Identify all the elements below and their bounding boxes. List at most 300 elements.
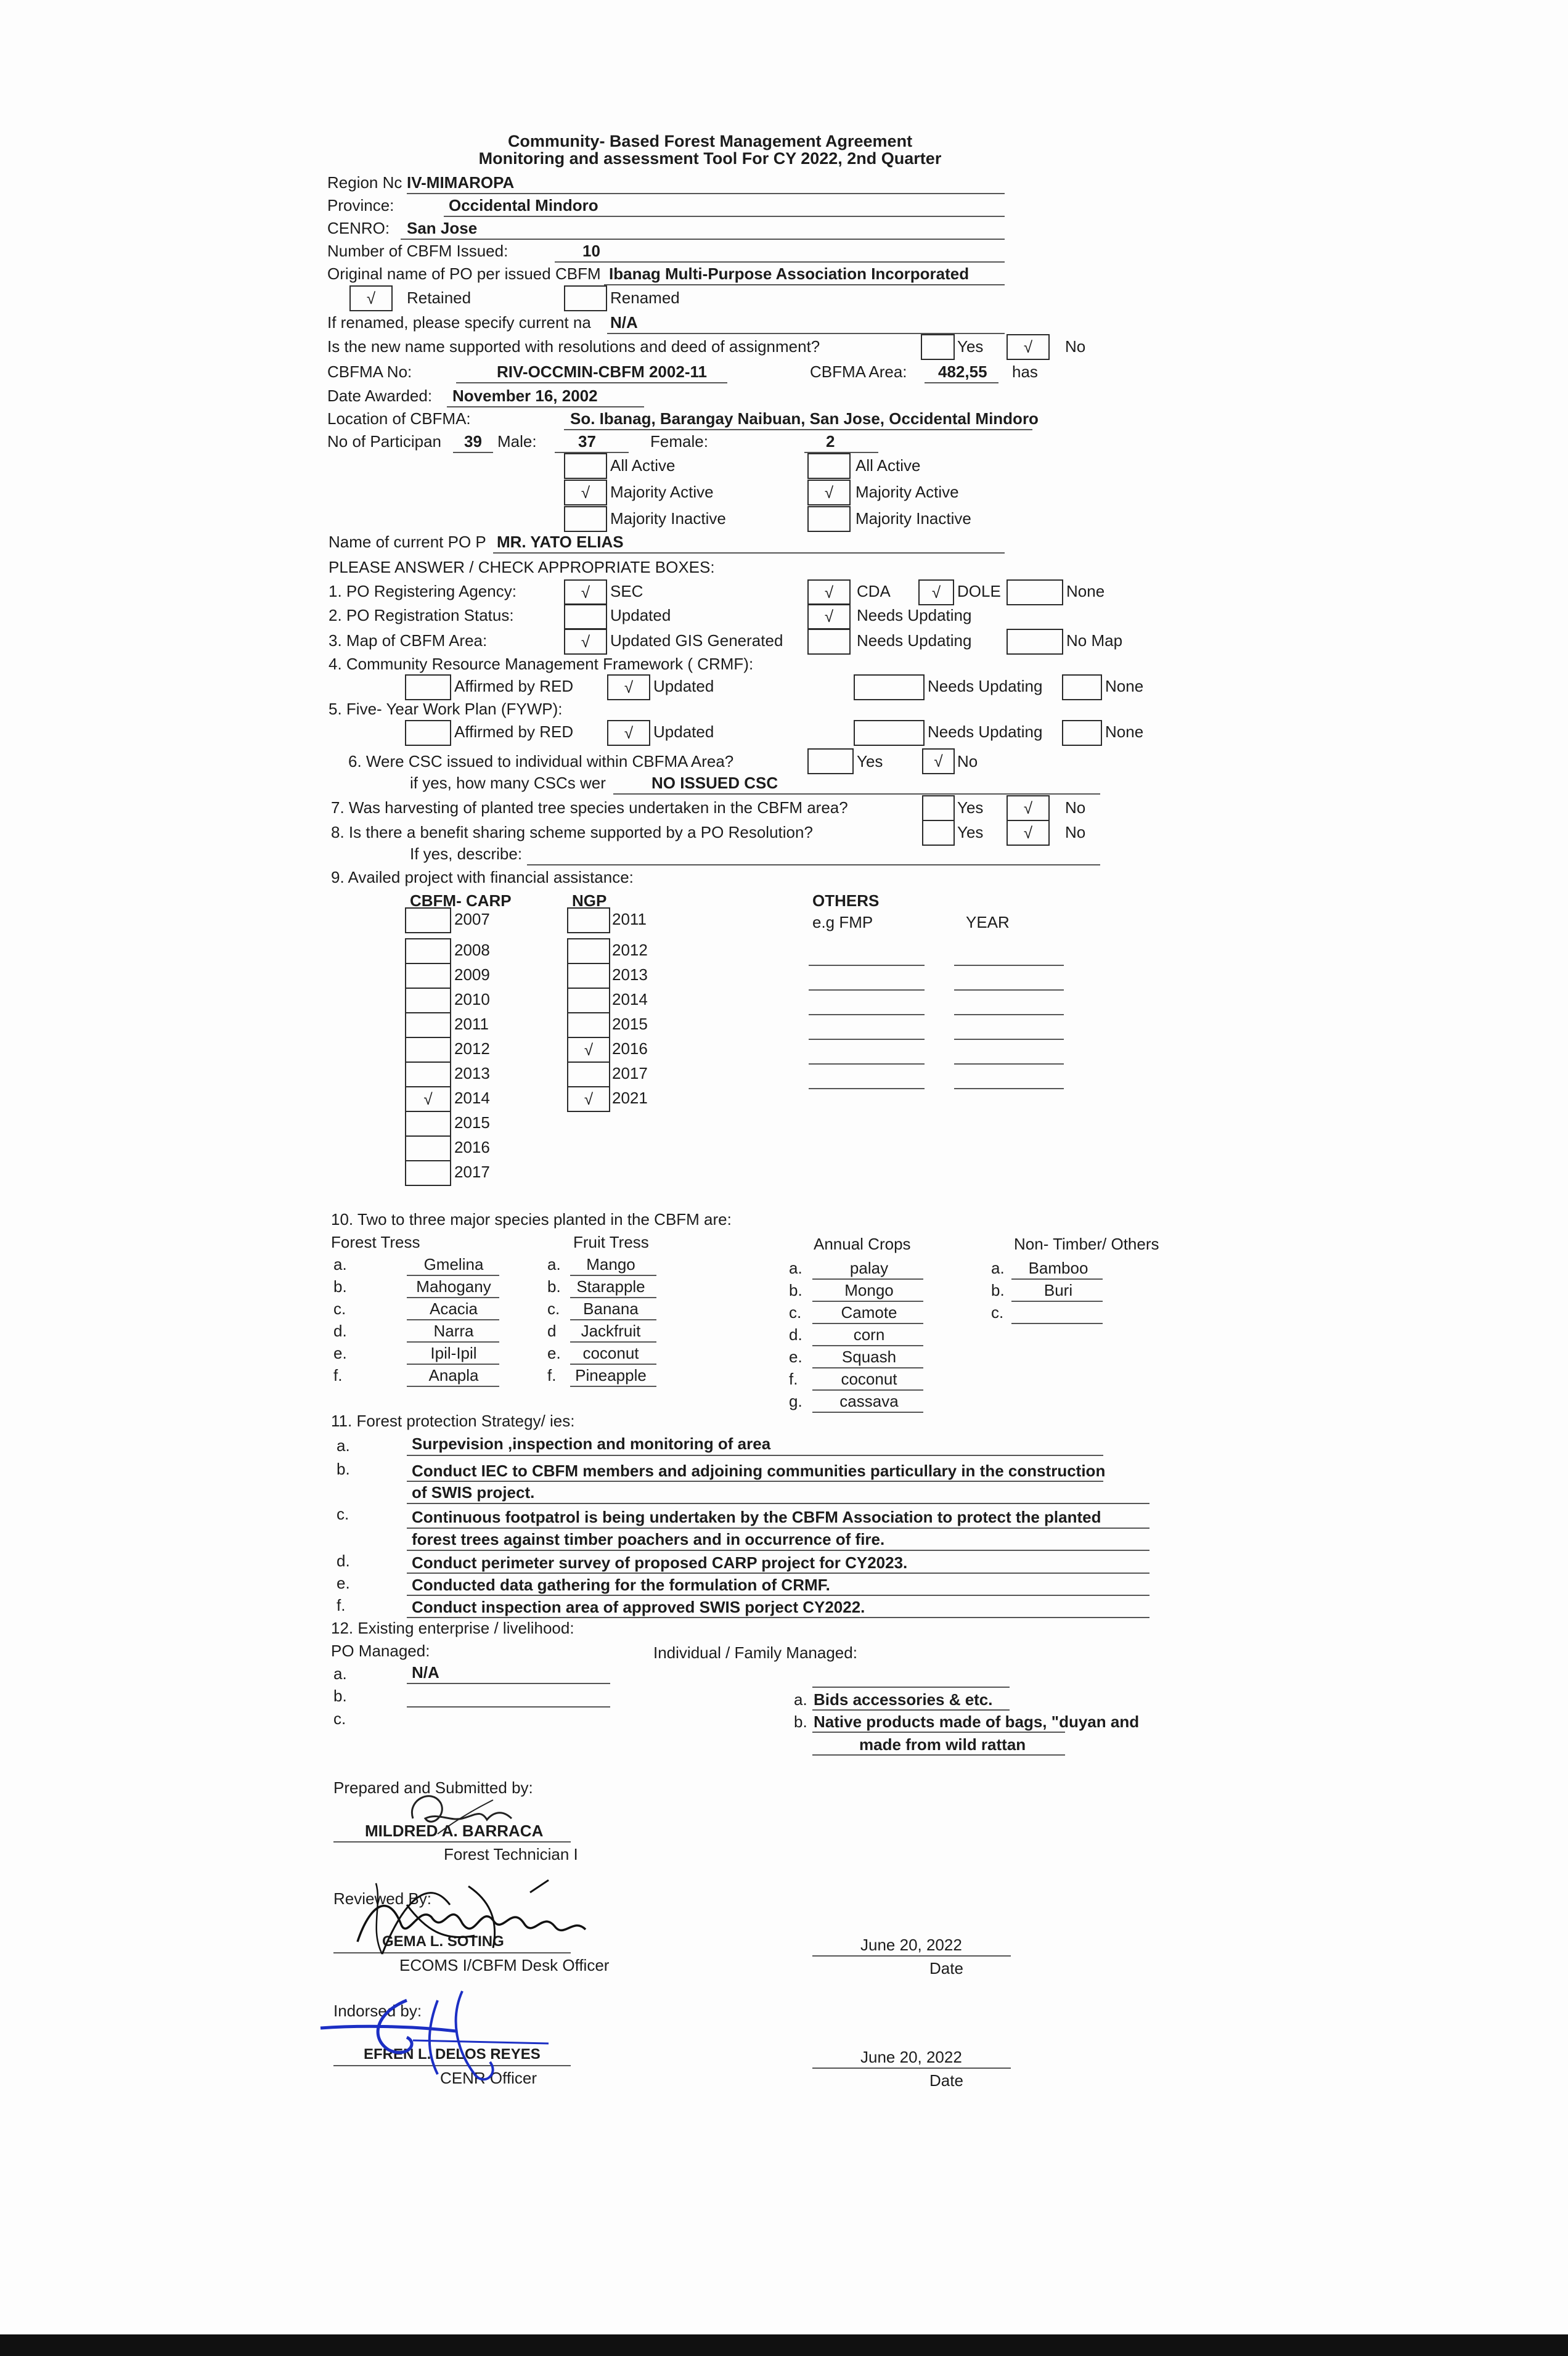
- annual-crops-header: Annual Crops: [814, 1235, 911, 1253]
- cenro-line: [401, 239, 1005, 240]
- date-awarded-line: [447, 406, 644, 407]
- q8-no-label: No: [1065, 823, 1086, 841]
- male-majority-active-checkbox[interactable]: √: [564, 480, 607, 505]
- annual-crop-line: [812, 1345, 923, 1346]
- q2-updated-checkbox[interactable]: [564, 603, 607, 629]
- year-blank-line: [954, 965, 1064, 966]
- strategy-letter: d.: [337, 1552, 350, 1570]
- non-timber-item: Buri: [1043, 1281, 1073, 1299]
- po-president-label: Name of current PO P: [329, 533, 486, 551]
- strategy-line: [407, 1481, 1103, 1482]
- q6-sub-line: [613, 793, 1100, 795]
- ngp-year-label: 2021: [612, 1089, 648, 1107]
- indorsed-signature-icon: [314, 1982, 561, 2087]
- q5-label: 5. Five- Year Work Plan (FYWP):: [329, 700, 563, 718]
- carp-year-checkbox[interactable]: [405, 1037, 451, 1063]
- q5-affirmed-label: Affirmed by RED: [454, 722, 574, 741]
- po-president-value: MR. YATO ELIAS: [497, 533, 624, 551]
- carp-year-label: 2011: [454, 1015, 489, 1033]
- carp-year-label: 2017: [454, 1163, 490, 1181]
- reviewed-label: Reviewed By:: [333, 1889, 431, 1908]
- carp-year-label: 2007: [454, 910, 490, 928]
- non-timber-header: Non- Timber/ Others: [1014, 1235, 1159, 1253]
- q8-sub-label: If yes, describe:: [410, 845, 523, 863]
- fruit-tree-letter: e.: [547, 1344, 561, 1362]
- q8-sub-line: [527, 864, 1100, 865]
- indorse-date-line: [812, 2068, 1011, 2069]
- forest-tree-item: Gmelina: [423, 1255, 484, 1274]
- number-line: [555, 261, 1005, 263]
- strategy-e: Conducted data gathering for the formulation of CRMF.: [412, 1576, 830, 1594]
- annual-crop-letter: a.: [789, 1259, 802, 1277]
- female-majority-active-checkbox[interactable]: √: [807, 480, 851, 505]
- female-majority-inactive-label: Majority Inactive: [855, 509, 971, 528]
- fruit-tree-line: [570, 1297, 656, 1298]
- annual-crop-letter: d.: [789, 1325, 802, 1344]
- original-name-value: Ibanag Multi-Purpose Association Incorporated: [609, 264, 970, 283]
- ngp-year-label: 2012: [612, 941, 648, 959]
- region-label: Region Nc: [327, 173, 402, 192]
- male-value: 37: [578, 432, 596, 451]
- q3-label: 3. Map of CBFM Area:: [329, 631, 488, 650]
- cbfma-area-line: [925, 382, 998, 383]
- forest-tree-letter: c.: [333, 1299, 346, 1318]
- individual-managed-label: Individual / Family Managed:: [653, 1643, 857, 1662]
- non-timber-line: [1011, 1278, 1103, 1280]
- retained-label: Retained: [407, 288, 472, 307]
- strategy-letter: e.: [337, 1574, 350, 1592]
- strategy-line: [407, 1503, 1149, 1504]
- fruit-tree-line: [570, 1319, 656, 1320]
- q7-yes-label: Yes: [957, 798, 984, 817]
- new-name-question: Is the new name supported with resolutions and deed of assignment?: [327, 337, 820, 356]
- scan-edge: [0, 2334, 1568, 2356]
- original-name-label: Original name of PO per issued CBFM: [327, 264, 601, 283]
- reviewed-name: GEMA L. SOTING: [382, 1933, 504, 1950]
- others-blank-line: [809, 989, 925, 991]
- prepared-label: Prepared and Submitted by:: [333, 1778, 533, 1797]
- carp-year-checkbox[interactable]: [405, 1012, 451, 1038]
- individual-a: Bids accessories & etc.: [814, 1690, 993, 1709]
- carp-year-checkbox[interactable]: [405, 1111, 451, 1137]
- strategy-line: [407, 1617, 1149, 1618]
- reviewed-signature-icon: [345, 1868, 604, 1973]
- q2-label: 2. PO Registration Status:: [329, 606, 514, 624]
- year-blank-line: [954, 1088, 1064, 1089]
- q1-none-label: None: [1066, 582, 1105, 600]
- q7-no-checkbox[interactable]: √: [1007, 795, 1050, 821]
- q3-gis-checkbox[interactable]: √: [564, 629, 607, 655]
- q2-needs-updating-label: Needs Updating: [857, 606, 972, 624]
- number-value: 10: [582, 242, 600, 260]
- fruit-tree-item: Banana: [583, 1299, 639, 1318]
- annual-crop-letter: c.: [789, 1303, 802, 1322]
- individual-b1: Native products made of bags, "duyan and: [814, 1712, 1140, 1731]
- date-awarded-label: Date Awarded:: [327, 387, 433, 405]
- fruit-tree-item: Mango: [586, 1255, 635, 1274]
- indorse-date-label: Date: [929, 2071, 963, 2090]
- individual-line: [812, 1687, 1010, 1688]
- forest-tree-letter: e.: [333, 1344, 347, 1362]
- male-majority-active-label: Majority Active: [610, 483, 714, 501]
- annual-crop-item: palay: [849, 1259, 889, 1277]
- fruit-tree-item: coconut: [582, 1344, 639, 1362]
- non-timber-line: [1011, 1323, 1103, 1324]
- carp-year-label: 2014: [454, 1089, 490, 1107]
- forest-tree-line: [407, 1319, 499, 1320]
- strategy-a: Surpevision ,inspection and monitoring of area: [412, 1434, 771, 1453]
- new-name-yes-label: Yes: [957, 337, 984, 356]
- fruit-trees-header: Fruit Tress: [573, 1233, 649, 1251]
- carp-year-checkbox[interactable]: [405, 988, 451, 1013]
- q3-gis-label: Updated GIS Generated: [610, 631, 783, 650]
- forest-tree-item: Acacia: [429, 1299, 478, 1318]
- po-managed-line: [407, 1706, 610, 1708]
- fruit-tree-line: [570, 1341, 656, 1343]
- review-date-line: [812, 1955, 1011, 1957]
- strategy-letter: c.: [337, 1505, 349, 1523]
- forest-tree-item: Ipil-Ipil: [430, 1344, 477, 1362]
- non-timber-letter: c.: [991, 1303, 1004, 1322]
- q11-label: 11. Forest protection Strategy/ ies:: [331, 1412, 575, 1430]
- others-blank-line: [809, 1014, 925, 1015]
- strategy-line: [407, 1528, 1149, 1529]
- indorse-date: June 20, 2022: [860, 2048, 962, 2066]
- others-blank-line: [809, 1039, 925, 1040]
- q4-updated-checkbox[interactable]: √: [607, 674, 650, 700]
- annual-crop-letter: e.: [789, 1348, 802, 1366]
- annual-crop-item: Squash: [841, 1348, 897, 1366]
- po-managed-label: PO Managed:: [331, 1642, 430, 1660]
- forest-tree-line: [407, 1386, 499, 1387]
- female-majority-inactive-checkbox[interactable]: [807, 506, 851, 532]
- q4-affirmed-label: Affirmed by RED: [454, 677, 574, 695]
- annual-crop-item: Camote: [841, 1303, 897, 1322]
- carp-year-label: 2010: [454, 990, 490, 1008]
- ngp-year-label: 2013: [612, 965, 648, 984]
- q1-label: 1. PO Registering Agency:: [329, 582, 517, 600]
- fruit-tree-letter: b.: [547, 1277, 561, 1296]
- q6-no-checkbox[interactable]: √: [922, 748, 955, 774]
- ngp-year-checkbox[interactable]: [567, 963, 610, 989]
- po-managed-line: [407, 1683, 610, 1684]
- others-blank-line: [809, 965, 925, 966]
- q1-sec-label: SEC: [610, 582, 643, 600]
- strategy-line: [407, 1455, 1103, 1456]
- q5-none-checkbox[interactable]: [1062, 720, 1102, 746]
- annual-crop-item: coconut: [841, 1370, 897, 1388]
- q4-updated-label: Updated: [653, 677, 714, 695]
- review-date-label: Date: [929, 1959, 963, 1978]
- strategy-letter: b.: [337, 1460, 350, 1478]
- ngp-year-checkbox[interactable]: [567, 938, 610, 964]
- indorsed-label: Indorsed by:: [333, 2002, 422, 2020]
- strategy-c1: Continuous footpatrol is being undertaken by the CBFM Association to protect the planted: [412, 1508, 1101, 1526]
- renamed-checkbox[interactable]: [564, 285, 607, 311]
- q3-needs-updating-checkbox[interactable]: [807, 629, 851, 655]
- strategy-c2: forest trees against timber poachers and in occurrence of fire.: [412, 1530, 885, 1548]
- participants-label: No of Participan: [327, 432, 441, 451]
- document-subtitle: Monitoring and assessment Tool For CY 2022, 2nd Quarter: [478, 149, 942, 168]
- fruit-tree-item: Starapple: [576, 1277, 645, 1296]
- fruit-tree-item: Jackfruit: [581, 1322, 641, 1340]
- q6-sub-value: NO ISSUED CSC: [651, 774, 778, 792]
- forest-tree-line: [407, 1275, 499, 1276]
- q1-dole-label: DOLE: [957, 582, 1001, 600]
- carp-header: CBFM- CARP: [410, 891, 512, 910]
- carp-year-checkbox[interactable]: [405, 1160, 451, 1186]
- participants-line: [453, 452, 493, 453]
- fruit-tree-line: [570, 1386, 656, 1387]
- indorsed-name: EFREN L. DELOS REYES: [364, 2046, 541, 2063]
- forest-tree-line: [407, 1297, 499, 1298]
- annual-crop-item: cassava: [839, 1392, 899, 1410]
- individual-letter-a: a.: [794, 1690, 807, 1709]
- q4-label: 4. Community Resource Management Framework ( CRMF):: [329, 655, 754, 673]
- annual-crop-item: corn: [853, 1325, 885, 1344]
- carp-year-label: 2008: [454, 941, 490, 959]
- instructions: PLEASE ANSWER / CHECK APPROPRIATE BOXES:: [329, 558, 715, 576]
- strategy-letter: f.: [337, 1596, 346, 1614]
- strategy-line: [407, 1595, 1149, 1596]
- non-timber-item: Bamboo: [1028, 1259, 1088, 1277]
- individual-line: [812, 1754, 1065, 1756]
- year-blank-line: [954, 1063, 1064, 1065]
- po-managed-a: N/A: [412, 1663, 439, 1682]
- cbfma-no-value: RIV-OCCMIN-CBFM 2002-11: [497, 362, 707, 381]
- female-majority-active-label: Majority Active: [855, 483, 959, 501]
- carp-year-checkbox[interactable]: [405, 963, 451, 989]
- q7-yes-checkbox[interactable]: [922, 795, 955, 821]
- strategy-letter: a.: [337, 1436, 350, 1455]
- q7-label: 7. Was harvesting of planted tree species undertaken in the CBFM area?: [331, 798, 848, 817]
- non-timber-line: [1011, 1301, 1103, 1302]
- ngp-year-checkbox[interactable]: √: [567, 1037, 610, 1063]
- cbfma-area-label: CBFMA Area:: [810, 362, 907, 381]
- strategy-b2: of SWIS project.: [412, 1483, 535, 1502]
- cbfma-area-unit: has: [1012, 362, 1038, 381]
- year-header: YEAR: [966, 913, 1010, 931]
- q4-affirmed-checkbox[interactable]: [405, 674, 451, 700]
- annual-crop-line: [812, 1301, 923, 1302]
- q4-none-label: None: [1105, 677, 1144, 695]
- q1-cda-label: CDA: [857, 582, 891, 600]
- ngp-year-label: 2015: [612, 1015, 648, 1033]
- others-header: OTHERS: [812, 891, 880, 910]
- carp-year-label: 2012: [454, 1039, 490, 1058]
- forest-trees-header: Forest Tress: [331, 1233, 420, 1251]
- q5-needs-updating-checkbox[interactable]: [854, 720, 925, 746]
- forest-tree-item: Narra: [433, 1322, 474, 1340]
- q12-label: 12. Existing enterprise / livelihood:: [331, 1619, 574, 1637]
- fruit-tree-letter: a.: [547, 1255, 561, 1274]
- q4-needs-updating-checkbox[interactable]: [854, 674, 925, 700]
- prepared-title: Forest Technician I: [444, 1845, 578, 1863]
- cenro-value: San Jose: [407, 219, 478, 237]
- others-sub-header: e.g FMP: [812, 913, 873, 931]
- q7-no-label: No: [1065, 798, 1086, 817]
- province-line: [444, 216, 1005, 217]
- ngp-year-label: 2014: [612, 990, 648, 1008]
- ngp-year-checkbox[interactable]: [567, 1012, 610, 1038]
- ngp-year-checkbox[interactable]: [567, 1061, 610, 1087]
- indorsed-title: CENR Officer: [440, 2069, 537, 2087]
- ngp-year-label: 2016: [612, 1039, 648, 1058]
- male-majority-inactive-label: Majority Inactive: [610, 509, 726, 528]
- ngp-year-checkbox[interactable]: [567, 988, 610, 1013]
- number-label: Number of CBFM Issued:: [327, 242, 508, 260]
- if-renamed-label: If renamed, please specify current na: [327, 313, 591, 332]
- individual-b2: made from wild rattan: [859, 1735, 1026, 1754]
- female-all-active-checkbox[interactable]: [807, 453, 851, 479]
- q2-updated-label: Updated: [610, 606, 671, 624]
- province-label: Province:: [327, 196, 394, 215]
- annual-crop-line: [812, 1367, 923, 1368]
- carp-year-checkbox[interactable]: [405, 938, 451, 964]
- forest-tree-letter: b.: [333, 1277, 347, 1296]
- review-date: June 20, 2022: [860, 1936, 962, 1954]
- document-title: Community- Based Forest Management Agreement: [507, 132, 913, 150]
- q1-none-checkbox[interactable]: [1007, 579, 1063, 605]
- fruit-tree-item: Pineapple: [575, 1366, 647, 1385]
- renamed-label: Renamed: [610, 288, 680, 307]
- fruit-tree-line: [570, 1364, 656, 1365]
- forest-tree-item: Anapla: [428, 1366, 479, 1385]
- fruit-tree-letter: c.: [547, 1299, 560, 1318]
- retained-checkbox[interactable]: √: [349, 285, 393, 311]
- non-timber-letter: b.: [991, 1281, 1005, 1299]
- forest-tree-line: [407, 1364, 499, 1365]
- male-label: Male:: [497, 432, 537, 451]
- prepared-signature-icon: [394, 1775, 555, 1849]
- annual-crop-line: [812, 1389, 923, 1391]
- fruit-tree-letter: d: [547, 1322, 557, 1340]
- q9-label: 9. Availed project with financial assistance:: [331, 868, 634, 886]
- date-awarded-value: November 16, 2002: [452, 387, 598, 405]
- non-timber-letter: a.: [991, 1259, 1005, 1277]
- new-name-yes-checkbox[interactable]: [921, 334, 955, 360]
- q3-needs-updating-label: Needs Updating: [857, 631, 972, 650]
- cbfma-no-line: [456, 382, 727, 383]
- carp-year-label: 2013: [454, 1064, 490, 1082]
- strategy-b1: Conduct IEC to CBFM members and adjoining communities particullary in the construction: [412, 1462, 1106, 1480]
- q5-affirmed-checkbox[interactable]: [405, 720, 451, 746]
- male-all-active-label: All Active: [610, 456, 676, 475]
- q1-dole-checkbox[interactable]: √: [918, 579, 954, 605]
- if-renamed-value: N/A: [610, 313, 638, 332]
- carp-year-checkbox[interactable]: [405, 1061, 451, 1087]
- fruit-tree-line: [570, 1275, 656, 1276]
- q8-yes-checkbox[interactable]: [922, 820, 955, 846]
- q6-yes-checkbox[interactable]: [807, 748, 854, 774]
- others-blank-line: [809, 1088, 925, 1089]
- reviewed-title: ECOMS I/CBFM Desk Officer: [399, 1956, 610, 1974]
- q5-needs-updating-label: Needs Updating: [928, 722, 1043, 741]
- individual-line: [812, 1732, 1065, 1733]
- participants-value: 39: [464, 432, 482, 451]
- q5-updated-label: Updated: [653, 722, 714, 741]
- annual-crop-letter: f.: [789, 1370, 798, 1388]
- ngp-year-checkbox[interactable]: √: [567, 1086, 610, 1112]
- annual-crop-line: [812, 1323, 923, 1324]
- enterprise-letter: c.: [333, 1709, 346, 1728]
- new-name-no-checkbox[interactable]: √: [1007, 334, 1050, 360]
- annual-crop-item: Mongo: [844, 1281, 894, 1299]
- year-blank-line: [954, 1014, 1064, 1015]
- annual-crop-letter: g.: [789, 1392, 802, 1410]
- cbfma-area-value: 482,55: [938, 362, 987, 381]
- forest-tree-letter: a.: [333, 1255, 347, 1274]
- enterprise-letter: a.: [333, 1664, 347, 1683]
- carp-year-checkbox[interactable]: [405, 907, 451, 933]
- cbfma-no-label: CBFMA No:: [327, 362, 412, 381]
- province-value: Occidental Mindoro: [449, 196, 598, 215]
- ngp-year-label: 2017: [612, 1064, 648, 1082]
- new-name-no-label: No: [1065, 337, 1086, 356]
- q2-needs-updating-checkbox[interactable]: √: [807, 603, 851, 629]
- carp-year-label: 2009: [454, 965, 490, 984]
- ngp-year-checkbox[interactable]: [567, 907, 610, 933]
- ngp-year-label: 2011: [612, 910, 647, 928]
- individual-line: [812, 1709, 1010, 1711]
- strategy-line: [407, 1550, 1149, 1551]
- others-blank-line: [809, 1063, 925, 1065]
- q5-none-label: None: [1105, 722, 1144, 741]
- q3-no-map-label: No Map: [1066, 631, 1123, 650]
- female-value: 2: [826, 432, 835, 451]
- q6-no-label: No: [957, 752, 978, 771]
- forest-tree-line: [407, 1341, 499, 1343]
- year-blank-line: [954, 1039, 1064, 1040]
- carp-year-checkbox[interactable]: [405, 1135, 451, 1161]
- original-name-line: [604, 284, 1005, 285]
- prepared-name: MILDRED A. BARRACA: [365, 1822, 544, 1840]
- male-all-active-checkbox[interactable]: [564, 453, 607, 479]
- q10-label: 10. Two to three major species planted in the CBFM are:: [331, 1210, 732, 1229]
- q5-updated-checkbox[interactable]: √: [607, 720, 650, 746]
- individual-letter-b: b.: [794, 1712, 807, 1731]
- q3-no-map-checkbox[interactable]: [1007, 629, 1063, 655]
- q4-none-checkbox[interactable]: [1062, 674, 1102, 700]
- q6-sub-label: if yes, how many CSCs wer: [410, 774, 606, 792]
- q4-needs-updating-label: Needs Updating: [928, 677, 1043, 695]
- annual-crop-line: [812, 1412, 923, 1413]
- location-line: [564, 429, 1032, 430]
- ngp-header: NGP: [572, 891, 607, 910]
- q6-yes-label: Yes: [857, 752, 883, 771]
- q8-label: 8. Is there a benefit sharing scheme supported by a PO Resolution?: [331, 823, 813, 841]
- strategy-line: [407, 1573, 1149, 1574]
- female-label: Female:: [650, 432, 708, 451]
- forest-tree-item: Mahogany: [416, 1277, 491, 1296]
- region-value: IV-MIMAROPA: [407, 173, 515, 192]
- q1-cda-checkbox[interactable]: √: [807, 579, 851, 605]
- carp-year-label: 2016: [454, 1138, 490, 1156]
- annual-crop-line: [812, 1278, 923, 1280]
- year-blank-line: [954, 989, 1064, 991]
- po-president-line: [493, 552, 1005, 554]
- location-value: So. Ibanag, Barangay Naibuan, San Jose, Occidental Mindoro: [570, 409, 1039, 428]
- q8-yes-label: Yes: [957, 823, 984, 841]
- female-all-active-label: All Active: [855, 456, 921, 475]
- q1-sec-checkbox[interactable]: √: [564, 579, 607, 605]
- enterprise-letter: b.: [333, 1687, 347, 1705]
- male-majority-inactive-checkbox[interactable]: [564, 506, 607, 532]
- annual-crop-letter: b.: [789, 1281, 802, 1299]
- strategy-f: Conduct inspection area of approved SWIS porject CY2022.: [412, 1598, 865, 1616]
- q8-no-checkbox[interactable]: √: [1007, 820, 1050, 846]
- carp-year-checkbox[interactable]: √: [405, 1086, 451, 1112]
